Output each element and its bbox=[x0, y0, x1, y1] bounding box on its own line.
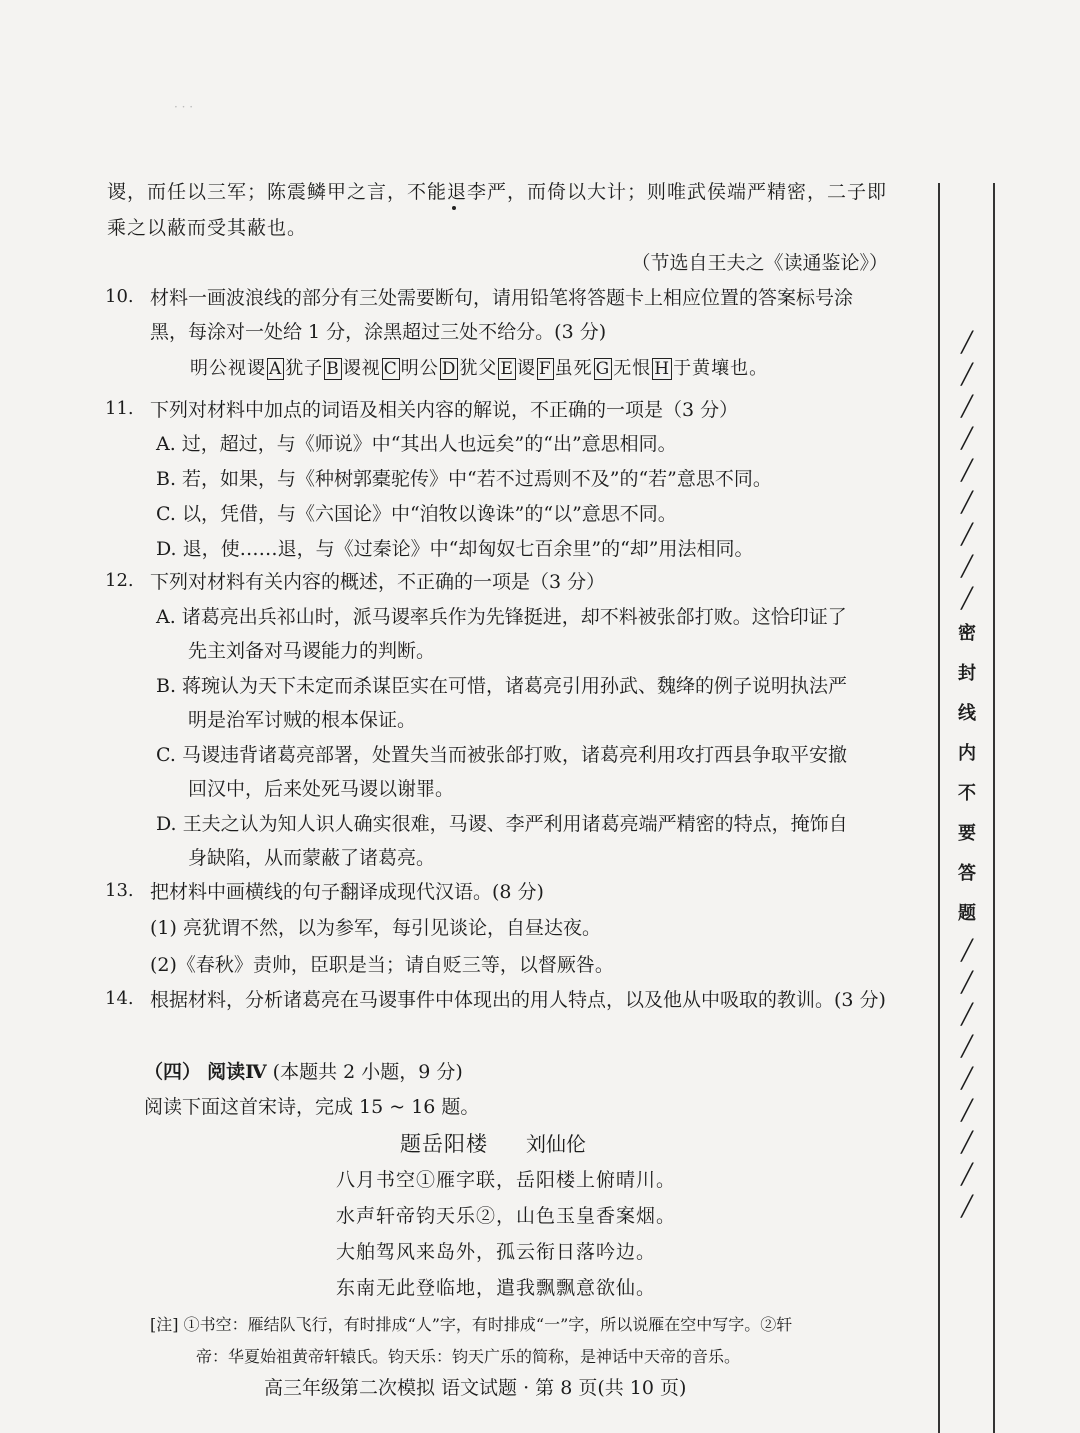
q10-segment: 虽死 bbox=[554, 358, 593, 379]
seal-slash: ╱ bbox=[960, 458, 974, 482]
poem-note-line-2: 帝：华夏始祖黄帝轩辕氏。钧天乐：钧天广乐的简称，是神话中天帝的音乐。 bbox=[196, 1347, 741, 1366]
seal-slash: ╱ bbox=[960, 1034, 974, 1058]
q14-stem: 根据材料，分析诸葛亮在马谡事件中体现出的用人特点，以及他从中吸取的教训。(3 分) bbox=[150, 989, 886, 1011]
seal-slash: ╱ bbox=[960, 426, 974, 450]
passage-line-1: 谡，而任以三军；陈震鳞甲之言，不能退李严，而倚以大计；则唯武侯端严精密，二子即 bbox=[107, 181, 888, 203]
q12-option-b-line-1: B. 蒋琬认为天下未定而杀谋臣实在可惜，诸葛亮引用孙武、魏绛的例子说明执法严 bbox=[156, 675, 848, 697]
seal-char: 封 bbox=[958, 663, 976, 684]
q12-option-a-line-1: A. 诸葛亮出兵祁山时，派马谡率兵作为先锋挺进，却不料被张郃打败。这恰印证了 bbox=[156, 606, 847, 628]
q10-option-box[interactable]: E bbox=[500, 359, 514, 379]
seal-slash: ╱ bbox=[960, 554, 974, 578]
seal-slash: ╱ bbox=[960, 970, 974, 994]
seal-slash: ╱ bbox=[960, 330, 974, 354]
q10-segment: 无恨 bbox=[613, 358, 652, 379]
seal-char: 答 bbox=[958, 863, 976, 884]
seal-char: 内 bbox=[958, 743, 976, 764]
q12-option-c-line-1: C. 马谡违背诸葛亮部署，处置失当而被张郃打败，诸葛亮利用攻打西县争取平安撤 bbox=[156, 744, 847, 766]
seal-slash: ╱ bbox=[960, 490, 974, 514]
q12-option-c-line-2: 回汉中，后来处死马谡以谢罪。 bbox=[188, 778, 455, 800]
seal-char: 题 bbox=[958, 903, 976, 924]
seal-slash: ╱ bbox=[960, 1098, 974, 1122]
q10-option-box[interactable]: F bbox=[538, 359, 552, 379]
q13-stem: 把材料中画横线的句子翻译成现代汉语。(8 分) bbox=[150, 881, 544, 903]
q10-segment: 谡视 bbox=[342, 358, 381, 379]
poem-line-4: 东南无此登临地，遣我飘飘意欲仙。 bbox=[336, 1277, 657, 1299]
q10-option-box[interactable]: D bbox=[441, 359, 457, 379]
q10-segment: 犹父 bbox=[459, 358, 498, 379]
section-4-header bbox=[144, 1057, 463, 1084]
q12-option-a-line-2: 先主刘备对马谡能力的判断。 bbox=[188, 640, 436, 662]
q11-option-b: B. 若，如果，与《种树郭橐驼传》中“若不过焉则不及”的“若”意思不同。 bbox=[156, 468, 772, 490]
poem-note-line-1: [注] ①书空：雁结队飞行，有时排成“人”字，有时排成“一”字，所以说雁在空中写字。②轩 bbox=[150, 1315, 793, 1334]
q10-stem-line-2: 黑，每涂对一处给 1 分，涂黑超过三处不给分。(3 分) bbox=[150, 321, 607, 343]
q11-option-a: A. 过，超过，与《师说》中“其出人也远矣”的“出”意思相同。 bbox=[156, 433, 677, 455]
seal-char: 线 bbox=[958, 703, 976, 724]
q12-option-d-line-2: 身缺陷，从而蒙蔽了诸葛亮。 bbox=[188, 847, 436, 869]
q10-option-box[interactable]: C bbox=[383, 359, 398, 379]
seal-slash: ╱ bbox=[960, 1130, 974, 1154]
q12-option-b-line-2: 明是治军讨贼的根本保证。 bbox=[188, 709, 417, 731]
passage-source: （节选自王夫之《读通鉴论》） bbox=[631, 252, 888, 274]
seal-slash: ╱ bbox=[960, 1194, 974, 1218]
poem-author: 刘仙伦 bbox=[526, 1132, 586, 1156]
seal-slash: ╱ bbox=[960, 1066, 974, 1090]
section-4-desc: (本题共 2 小题，9 分) bbox=[272, 1061, 463, 1083]
q10-segment: 犹子 bbox=[285, 358, 324, 379]
q11-option-c: C. 以，凭借，与《六国论》中“洎牧以谗诛”的“以”意思不同。 bbox=[156, 503, 677, 525]
q10-segment: 明公视谡 bbox=[190, 358, 266, 379]
seal-char: 要 bbox=[958, 823, 976, 844]
q12-stem: 下列对材料有关内容的概述，不正确的一项是（3 分） bbox=[150, 571, 606, 593]
section-4-title: 阅读Ⅳ bbox=[207, 1061, 267, 1083]
page-footer: 高三年级第二次模拟 语文试题 · 第 8 页(共 10 页) bbox=[264, 1377, 687, 1399]
seal-char: 密 bbox=[958, 623, 976, 644]
section-4-instruction: 阅读下面这首宋诗，完成 15 ~ 16 题。 bbox=[144, 1096, 480, 1118]
q14-number: 14. bbox=[105, 988, 134, 1009]
q10-segment: 于黄壤也。 bbox=[673, 358, 769, 379]
q10-option-box[interactable]: H bbox=[654, 359, 671, 379]
seal-slash: ╱ bbox=[960, 522, 974, 546]
seal-border-left bbox=[938, 183, 940, 1433]
q10-option-box[interactable]: B bbox=[326, 359, 340, 379]
seal-slash: ╱ bbox=[960, 1002, 974, 1026]
q10-option-box[interactable]: A bbox=[269, 359, 283, 379]
q13-item-1: (1) 亮犹谓不然，以为参军，每引见谈论，自昼达夜。 bbox=[150, 917, 601, 939]
scan-mark: · · · bbox=[174, 100, 194, 114]
q12-option-d-line-1: D. 王夫之认为知人识人确实很难，马谡、李严利用诸葛亮端严精密的特点，掩饰自 bbox=[156, 813, 848, 835]
q10-stem-line-1: 材料一画波浪线的部分有三处需要断句，请用铅笔将答题卡上相应位置的答案标号涂 bbox=[150, 287, 854, 309]
q11-number: 11. bbox=[105, 398, 134, 419]
seal-slash: ╱ bbox=[960, 586, 974, 610]
q13-number: 13. bbox=[105, 880, 134, 901]
section-4-label: （四） bbox=[144, 1061, 202, 1083]
poem-line-1: 八月书空①雁字联，岳阳楼上俯晴川。 bbox=[336, 1169, 677, 1191]
seal-line-column bbox=[952, 326, 982, 1222]
seal-slash: ╱ bbox=[960, 1162, 974, 1186]
q10-number: 10. bbox=[105, 286, 134, 307]
emphasis-dot bbox=[452, 206, 456, 210]
poem-title: 题岳阳楼 bbox=[400, 1132, 488, 1156]
q10-option-box[interactable]: G bbox=[595, 359, 611, 379]
q11-stem: 下列对材料中加点的词语及相关内容的解说，不正确的一项是（3 分） bbox=[150, 399, 739, 421]
q10-segment: 明公 bbox=[400, 358, 439, 379]
seal-char: 不 bbox=[958, 783, 976, 804]
poem-line-2: 水声轩帝钧天乐②，山色玉皇香案烟。 bbox=[336, 1205, 677, 1227]
q13-item-2: (2)《春秋》责帅，臣职是当；请自贬三等，以督厥咎。 bbox=[150, 954, 614, 976]
q10-segment: 谡 bbox=[516, 358, 536, 379]
passage-line-2: 乘之以蔽而受其蔽也。 bbox=[107, 217, 308, 239]
seal-slash: ╱ bbox=[960, 938, 974, 962]
seal-slash: ╱ bbox=[960, 362, 974, 386]
seal-slash: ╱ bbox=[960, 394, 974, 418]
poem-line-3: 大舶驾风来岛外，孤云衔日落吟边。 bbox=[336, 1241, 657, 1263]
q10-sentence bbox=[190, 355, 768, 383]
seal-border-right bbox=[993, 183, 995, 1433]
q11-option-d: D. 退，使……退，与《过秦论》中“却匈奴七百余里”的“却”用法相同。 bbox=[156, 538, 754, 560]
q12-number: 12. bbox=[105, 570, 134, 591]
